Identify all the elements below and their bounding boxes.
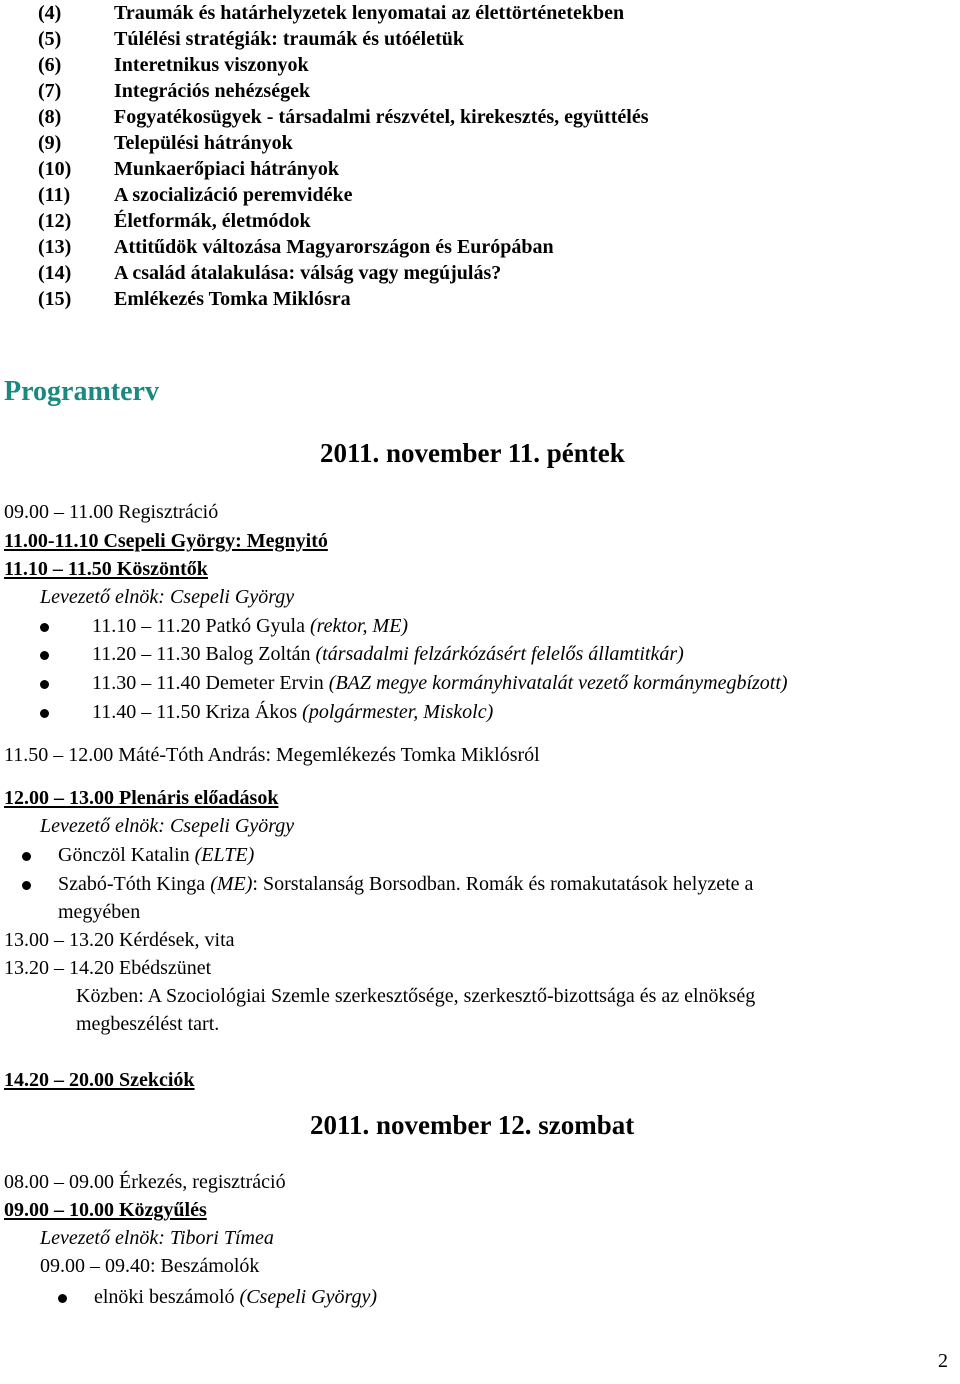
- topic-title: Munkaerőpiaci hátrányok: [114, 158, 340, 180]
- sections-title: 14.20 – 20.00 Szekciók: [4, 1069, 195, 1091]
- bullet-icon: [40, 680, 49, 689]
- reports-line: 09.00 – 09.40: Beszámolók: [40, 1255, 260, 1277]
- topic-num: (11): [38, 184, 71, 206]
- topic-title: Életformák, életmódok: [114, 210, 311, 232]
- topic-num: (12): [38, 210, 72, 232]
- section-heading: Programterv: [4, 376, 159, 407]
- assembly-title: 09.00 – 10.00 Közgyűlés: [4, 1199, 207, 1221]
- topic-title: Emlékezés Tomka Miklósra: [114, 288, 351, 310]
- page-number: 2: [938, 1350, 948, 1372]
- topic-num: (14): [38, 262, 72, 284]
- plenary-item-cont: megyében: [58, 901, 141, 923]
- topic-title: Traumák és határhelyzetek lenyomatai az élettörténetekben: [114, 2, 625, 24]
- plenary-chair: Levezető elnök: Csepeli György: [40, 815, 295, 837]
- topic-num: (5): [38, 28, 62, 50]
- topic-num: (13): [38, 236, 72, 258]
- topic-num: (10): [38, 158, 72, 180]
- greeting-item: 11.20 – 11.30 Balog Zoltán (társadalmi felzárkózásért felelős államtitkár): [92, 643, 684, 665]
- topic-num: (4): [38, 2, 62, 24]
- greetings-chair: Levezető elnök: Csepeli György: [40, 586, 295, 608]
- topic-title: Fogyatékosügyek - társadalmi részvétel, kirekesztés, együttélés: [114, 106, 649, 128]
- topic-title: A család átalakulása: válság vagy megújulás?: [114, 262, 502, 284]
- topic-num: (6): [38, 54, 62, 76]
- bullet-icon: [22, 852, 31, 861]
- plenary-item: Gönczöl Katalin (ELTE): [58, 844, 255, 866]
- bullet-icon: [58, 1294, 67, 1303]
- topic-title: Attitűdök változása Magyarországon és Európában: [114, 236, 554, 258]
- assembly-chair: Levezető elnök: Tibori Tímea: [40, 1227, 274, 1249]
- registration-line: 09.00 – 11.00 Regisztráció: [4, 501, 219, 523]
- topic-title: Integrációs nehézségek: [114, 80, 311, 102]
- memorial-line: 11.50 – 12.00 Máté-Tóth András: Megemlékezés Tomka Miklósról: [4, 744, 540, 766]
- bullet-icon: [22, 881, 31, 890]
- plenary-title: 12.00 – 13.00 Plenáris előadások: [4, 787, 279, 809]
- topic-title: A szocializáció peremvidéke: [114, 184, 353, 206]
- greeting-item: 11.30 – 11.40 Demeter Ervin (BAZ megye kormányhivatalát vezető kormánymegbízott): [92, 672, 788, 694]
- day1-date: 2011. november 11. péntek: [320, 438, 625, 468]
- bullet-icon: [40, 623, 49, 632]
- greeting-item: 11.10 – 11.20 Patkó Gyula (rektor, ME): [92, 615, 409, 637]
- greeting-item: 11.40 – 11.50 Kriza Ákos (polgármester, Miskolc): [92, 701, 494, 723]
- topic-title: Interetnikus viszonyok: [114, 54, 309, 76]
- bullet-icon: [40, 651, 49, 660]
- topic-num: (15): [38, 288, 72, 310]
- arrival-line: 08.00 – 09.00 Érkezés, regisztráció: [4, 1171, 286, 1193]
- plenary-item: Szabó-Tóth Kinga (ME): Sorstalanság Borsodban. Romák és romakutatások helyzete a: [58, 873, 754, 895]
- lunch-line: 13.20 – 14.20 Ebédszünet: [4, 957, 212, 979]
- lunch-note: Közben: A Szociológiai Szemle szerkesztősége, szerkesztő-bizottsága és az elnökség: [76, 985, 756, 1007]
- lunch-note-cont: megbeszélést tart.: [76, 1013, 220, 1035]
- report-item: elnöki beszámoló (Csepeli György): [94, 1286, 378, 1308]
- day2-date: 2011. november 12. szombat: [310, 1110, 635, 1140]
- topic-title: Túlélési stratégiák: traumák és utóéletük: [114, 28, 464, 50]
- topic-title: Települési hátrányok: [114, 132, 293, 154]
- bullet-icon: [40, 709, 49, 718]
- greetings-title: 11.10 – 11.50 Köszöntők: [4, 558, 208, 580]
- topic-num: (7): [38, 80, 62, 102]
- topic-num: (8): [38, 106, 62, 128]
- topic-num: (9): [38, 132, 62, 154]
- opening-line: 11.00-11.10 Csepeli György: Megnyitó: [4, 530, 328, 552]
- questions-line: 13.00 – 13.20 Kérdések, vita: [4, 929, 235, 951]
